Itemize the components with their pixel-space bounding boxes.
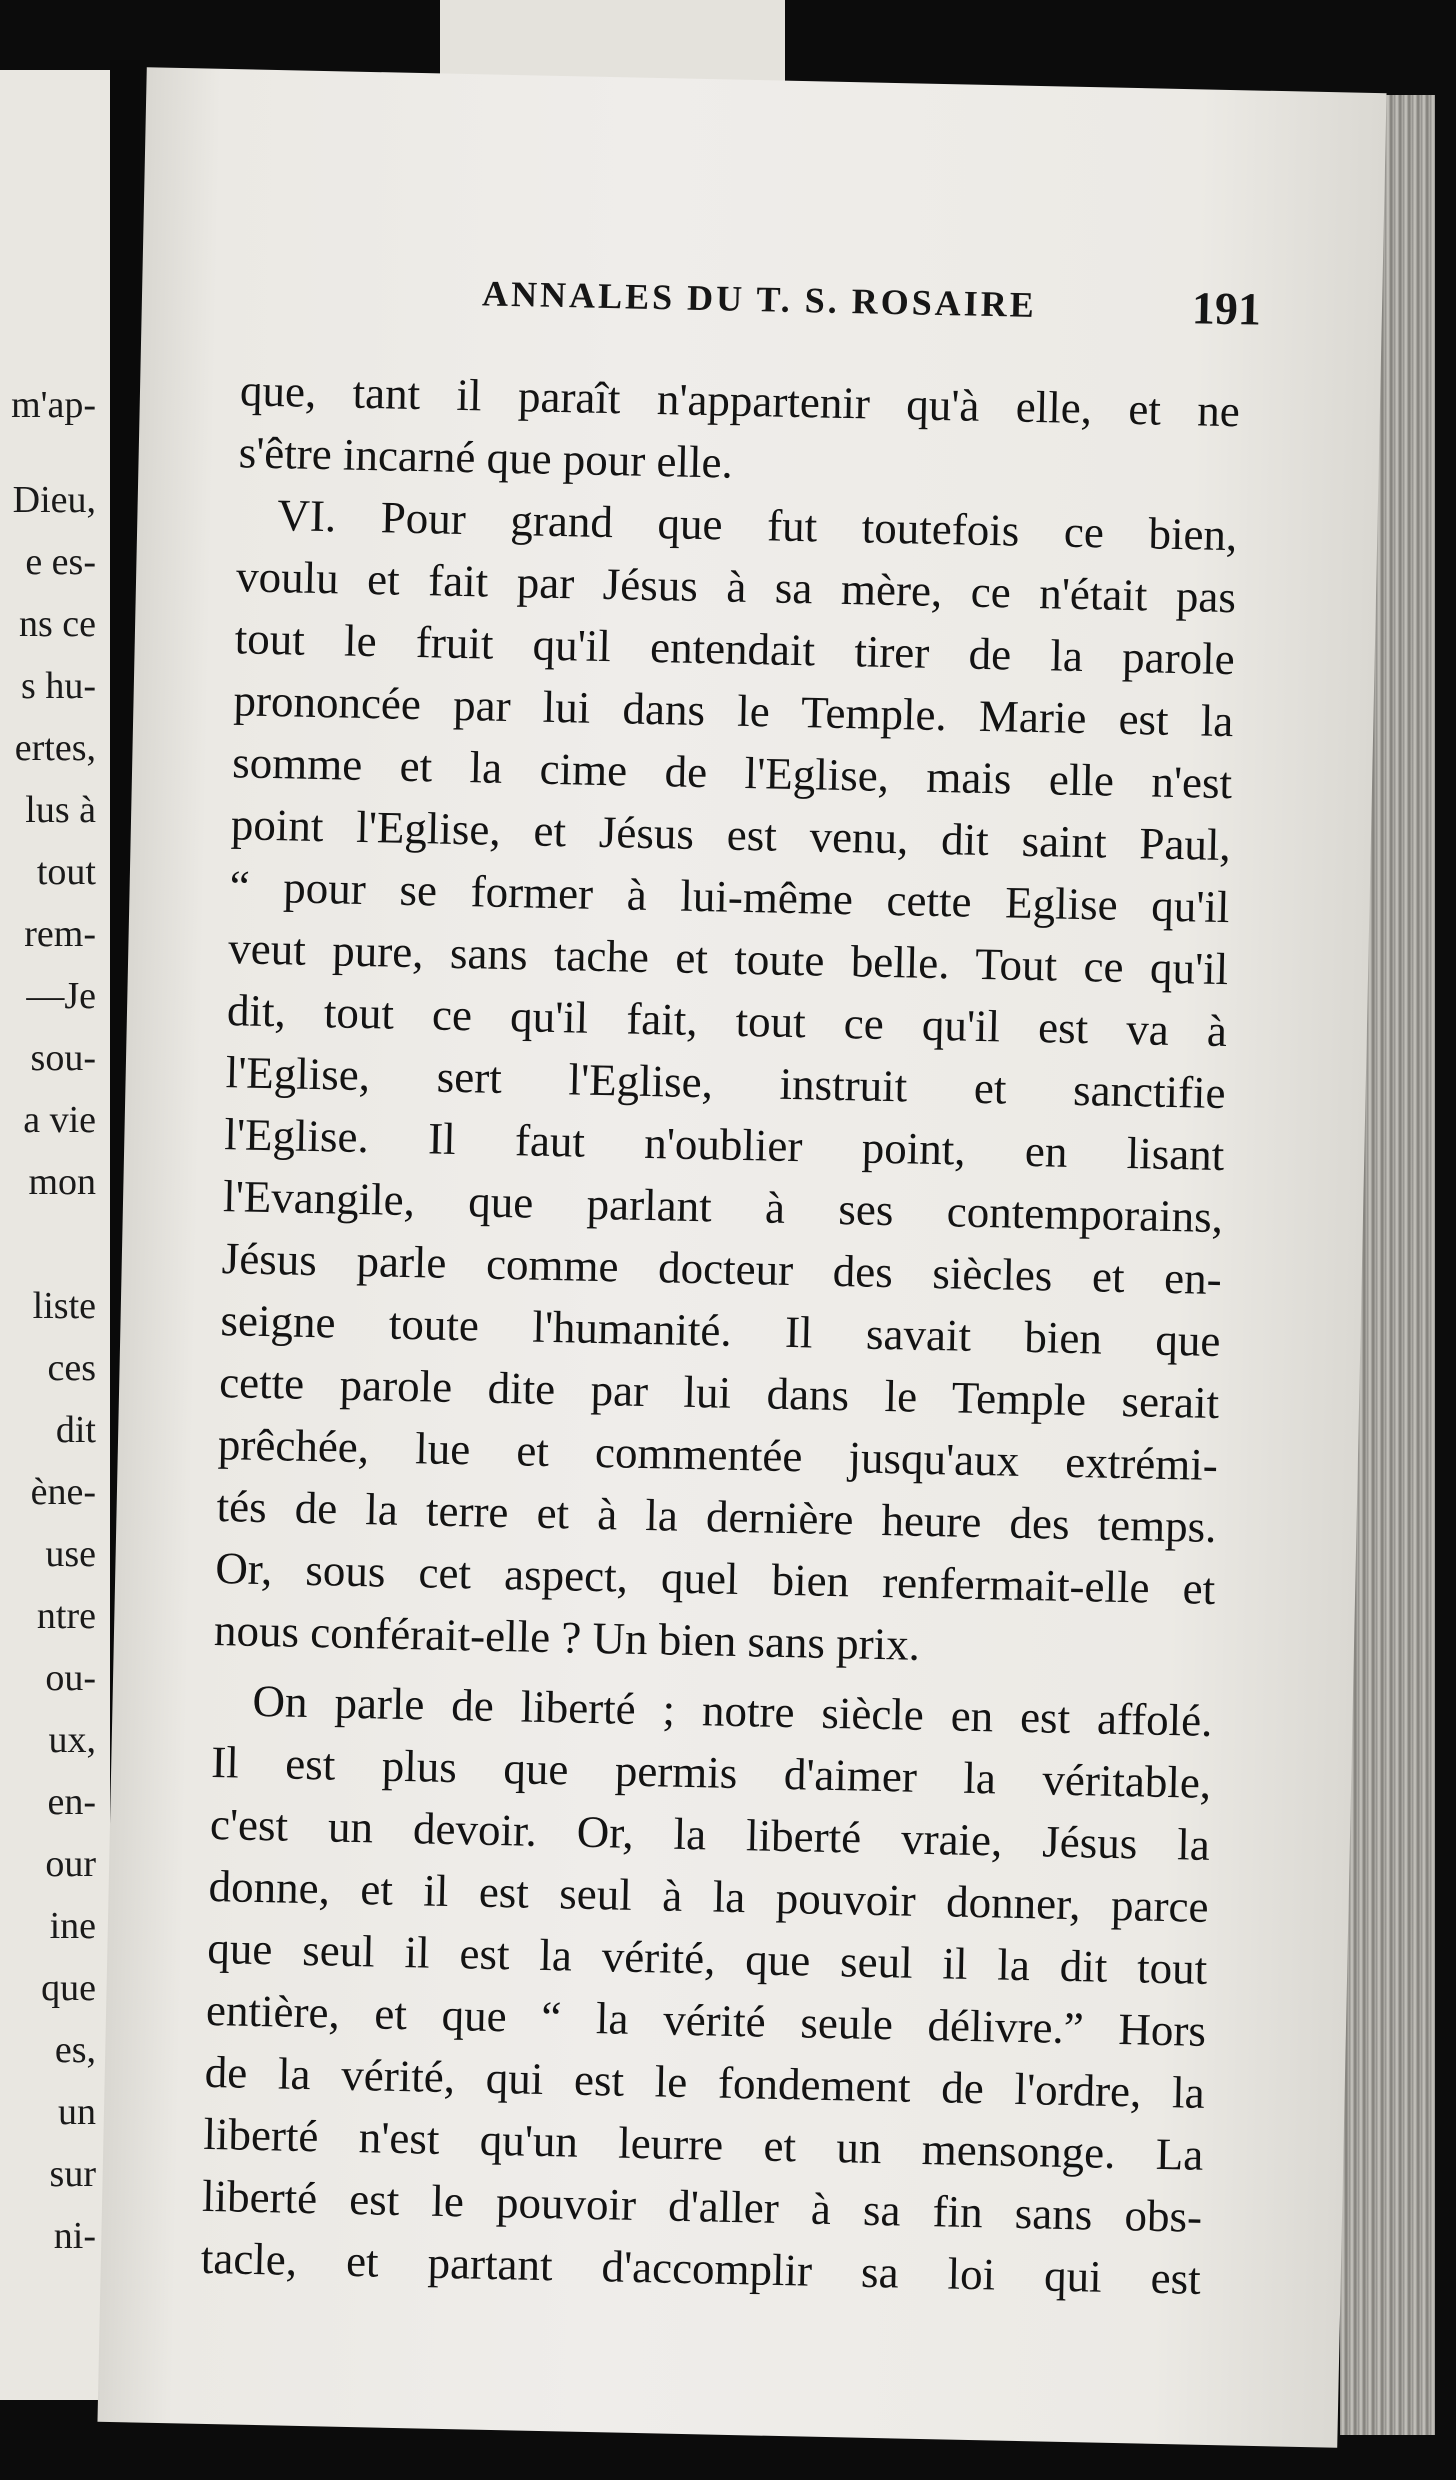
text-line: de la vérité, qui est le fondement de l'ordre, la <box>204 2046 1206 2118</box>
text-line: tés de la terre et à la dernière heure des temps. <box>216 1481 1217 1552</box>
left-page-fragment: ntre <box>36 1595 96 1637</box>
left-page-fragment: rem- <box>24 913 96 955</box>
text-line: Or, sous cet aspect, quel bien renfermait-elle et <box>214 1543 1216 1614</box>
text-line: Jésus parle comme docteur des siècles et en- <box>221 1233 1223 1305</box>
text-line: tacle, et partant d'accomplir sa loi qui est <box>200 2232 1202 2304</box>
text-line: donne, et il est seul à la pouvoir donner, parce <box>208 1860 1210 1932</box>
text-line: l'Eglise, sert l'Eglise, instruit et sanctifie <box>225 1047 1227 1119</box>
left-page-fragment: s hu- <box>21 665 96 707</box>
left-page-fragment: e es- <box>25 541 96 583</box>
page-header <box>381 264 1342 354</box>
text-line: On parle de liberté ; notre siècle en est affolé. <box>252 1675 1213 1746</box>
left-page <box>0 70 110 2400</box>
text-line: Il est plus que permis d'aimer la véritable, <box>210 1737 1212 1808</box>
left-page-fragment: es, <box>54 2029 96 2071</box>
text-line: somme et la cime de l'Eglise, mais elle n'est <box>231 737 1233 809</box>
text-line: liberté n'est qu'un leurre et un mensonge. La <box>203 2108 1204 2180</box>
left-page-fragment: que <box>41 1967 96 2009</box>
text-line: veut pure, sans tache et toute belle. Tout ce qu'il <box>227 923 1229 995</box>
text-line: “ pour se former à lui-même cette Eglise qu'il <box>229 861 1230 933</box>
text-line: prononcée par lui dans le Temple. Marie est la <box>233 675 1234 747</box>
text-line: l'Evangile, que parlant à ses contemporains, <box>222 1171 1224 1243</box>
text-line: nous conférait-elle ? Un bien sans prix. <box>213 1605 921 1670</box>
text-line: voulu et fait par Jésus à sa mère, ce n'était pas <box>235 551 1237 623</box>
text-line: liberté est le pouvoir d'aller à sa fin sans obs- <box>201 2170 1203 2242</box>
left-page-fragment: ux, <box>48 1719 96 1761</box>
text-line: seigne toute l'humanité. Il savait bien que <box>220 1295 1221 1367</box>
left-page-fragment: —Je <box>26 975 96 1017</box>
left-page-fragment: un <box>58 2091 96 2133</box>
left-page-fragment: ertes, <box>14 727 96 769</box>
text-line: que seul il est la vérité, que seul il la dit tout <box>206 1922 1208 1994</box>
page-number: 191 <box>1191 282 1262 335</box>
text-line: dit, tout ce qu'il fait, tout ce qu'il est va à <box>226 985 1228 1057</box>
left-page-fragment: sur <box>49 2153 96 2195</box>
left-page-fragment: tout <box>36 851 96 893</box>
top-paper-tab <box>440 0 785 82</box>
text-line: VI. Pour grand que fut toutefois ce bien, <box>276 490 1238 561</box>
left-page-fragment: Dieu, <box>12 479 96 521</box>
left-page-fragment: sou- <box>30 1037 96 1079</box>
left-page-fragment: en- <box>47 1781 96 1823</box>
text-line: tout le fruit qu'il entendait tirer de la parole <box>234 613 1236 685</box>
text-line: l'Eglise. Il faut n'oublier point, en lisant <box>223 1109 1225 1181</box>
text-line: s'être incarné que pour elle. <box>238 427 734 488</box>
text-line: point l'Eglise, et Jésus est venu, dit saint Paul, <box>230 799 1232 871</box>
left-page-fragment: liste <box>32 1285 96 1327</box>
left-page-fragment: dit <box>55 1409 96 1451</box>
running-head: ANNALES DU T. S. ROSAIRE <box>481 273 1038 325</box>
left-page-fragment: use <box>45 1533 96 1575</box>
text-line: cette parole dite par lui dans le Temple serait <box>218 1357 1220 1429</box>
left-page-fragment: ine <box>49 1905 96 1947</box>
left-page-fragment: a vie <box>23 1099 96 1141</box>
left-page-fragment: ou- <box>45 1657 96 1699</box>
left-page-fragment: m'ap- <box>11 384 96 426</box>
right-page <box>97 67 1386 2447</box>
text-line: entière, et que “ la vérité seule délivre.” Hors <box>205 1984 1207 2056</box>
text-line: prêchée, lue et commentée jusqu'aux extrémi- <box>217 1419 1219 1491</box>
left-page-fragment: ène- <box>30 1471 96 1513</box>
text-line: que, tant il paraît n'appartenir qu'à elle, et ne <box>239 365 1241 437</box>
text-line: c'est un devoir. Or, la liberté vraie, Jésus la <box>209 1798 1211 1870</box>
left-page-fragment: our <box>45 1843 96 1885</box>
left-page-fragment: mon <box>28 1161 96 1203</box>
left-page-fragment: ni- <box>53 2215 96 2257</box>
left-page-fragment: ces <box>47 1347 96 1389</box>
left-page-fragment: ns ce <box>18 603 96 645</box>
left-page-fragment: lus à <box>25 789 96 831</box>
